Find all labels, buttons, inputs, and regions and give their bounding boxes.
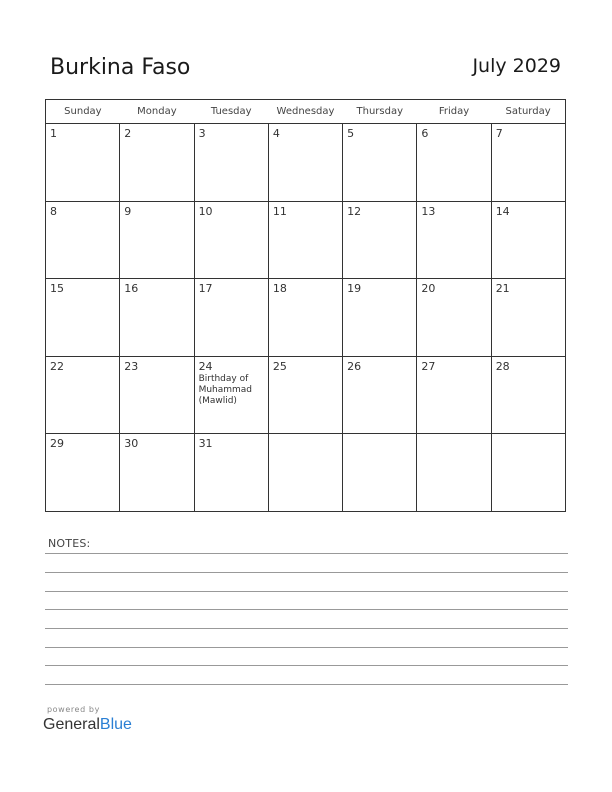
- note-line: [45, 609, 568, 610]
- day-cell: [46, 201, 120, 279]
- day-number: 8: [50, 204, 57, 218]
- day-cell: [46, 356, 120, 434]
- day-number: 29: [50, 437, 64, 451]
- day-number: 23: [124, 359, 139, 373]
- day-number: 28: [495, 359, 510, 373]
- week-row: [46, 201, 566, 279]
- note-line: [45, 628, 568, 629]
- day-number: 5: [347, 127, 355, 140]
- weekday-thursday: Thursday: [343, 100, 417, 124]
- note-line: [45, 684, 568, 685]
- day-cell: [120, 434, 194, 512]
- day-number: 17: [198, 282, 213, 296]
- day-number: 24: [198, 359, 213, 373]
- day-cell: [343, 356, 417, 434]
- day-cell: [46, 279, 120, 357]
- day-cell: [343, 124, 417, 202]
- holiday-label: Birthday of Muhammad (Mawlid): [198, 373, 253, 406]
- day-cell: [268, 201, 342, 279]
- weekday-tuesday: Tuesday: [194, 100, 268, 124]
- day-cell: [268, 279, 342, 357]
- day-cell: [268, 356, 342, 434]
- day-cell: [194, 356, 268, 434]
- day-number: 31: [198, 437, 213, 451]
- day-cell: [491, 124, 565, 202]
- day-number: 21: [495, 282, 510, 296]
- day-number: 15: [50, 282, 64, 296]
- weekday-saturday: Saturday: [491, 100, 565, 124]
- day-number: 26: [347, 359, 362, 373]
- day-number: 12: [347, 204, 362, 218]
- day-cell: [194, 124, 268, 202]
- day-cell: [417, 434, 491, 512]
- day-cell: [120, 279, 194, 357]
- note-line: [45, 553, 568, 554]
- day-number: 27: [421, 359, 436, 373]
- day-number: 25: [272, 359, 287, 373]
- day-number: 19: [347, 282, 362, 296]
- day-cell: [120, 201, 194, 279]
- day-cell: [194, 279, 268, 357]
- day-number: 11: [272, 204, 287, 218]
- day-number: 20: [421, 282, 436, 296]
- day-cell: [194, 434, 268, 512]
- day-number: 4: [272, 127, 280, 140]
- day-number: 16: [124, 282, 139, 296]
- day-number: 1: [50, 127, 57, 140]
- week-row: [46, 434, 566, 512]
- powered-by-text: powered by: [47, 705, 100, 714]
- day-cell: [268, 124, 342, 202]
- day-number: 14: [495, 204, 510, 218]
- day-cell: [120, 124, 194, 202]
- day-number: 30: [124, 437, 139, 451]
- weekday-monday: Monday: [120, 100, 194, 124]
- notes-label: NOTES:: [48, 537, 91, 550]
- note-line: [45, 591, 568, 592]
- day-cell: [120, 356, 194, 434]
- week-row: [46, 124, 566, 202]
- day-number: 3: [198, 127, 206, 140]
- day-cell: [46, 124, 120, 202]
- note-line: [45, 665, 568, 666]
- day-cell: [491, 434, 565, 512]
- day-number: 22: [50, 359, 64, 373]
- note-line: [45, 572, 568, 573]
- day-cell: [417, 124, 491, 202]
- day-cell: [343, 279, 417, 357]
- day-cell: [46, 434, 120, 512]
- day-cell: [417, 201, 491, 279]
- day-number: 2: [124, 127, 132, 140]
- weekday-friday: Friday: [417, 100, 491, 124]
- day-number: 9: [124, 204, 132, 218]
- brand-general: General: [43, 716, 100, 733]
- day-cell: [491, 279, 565, 357]
- brand-blue: Blue: [99, 716, 132, 733]
- calendar-body: [46, 124, 566, 512]
- day-number: 7: [495, 127, 503, 140]
- country-title: Burkina Faso: [50, 55, 191, 80]
- day-number: 6: [421, 127, 429, 140]
- note-line: [45, 647, 568, 648]
- day-cell: [417, 279, 491, 357]
- weekday-header-row: [46, 100, 566, 124]
- day-number: 10: [198, 204, 213, 218]
- day-cell: [343, 201, 417, 279]
- day-cell: [268, 434, 342, 512]
- day-cell: [343, 434, 417, 512]
- day-cell: [417, 356, 491, 434]
- day-cell: [491, 356, 565, 434]
- generalblue-logo[interactable]: [43, 716, 132, 734]
- calendar-grid: [45, 99, 566, 512]
- day-cell: [194, 201, 268, 279]
- weekday-wednesday: Wednesday: [268, 100, 342, 124]
- week-row: [46, 356, 566, 434]
- week-row: [46, 279, 566, 357]
- weekday-sunday: Sunday: [46, 100, 120, 124]
- month-year-title: July 2029: [472, 55, 561, 77]
- day-number: 18: [272, 282, 287, 296]
- day-number: 13: [421, 204, 436, 218]
- day-cell: [491, 201, 565, 279]
